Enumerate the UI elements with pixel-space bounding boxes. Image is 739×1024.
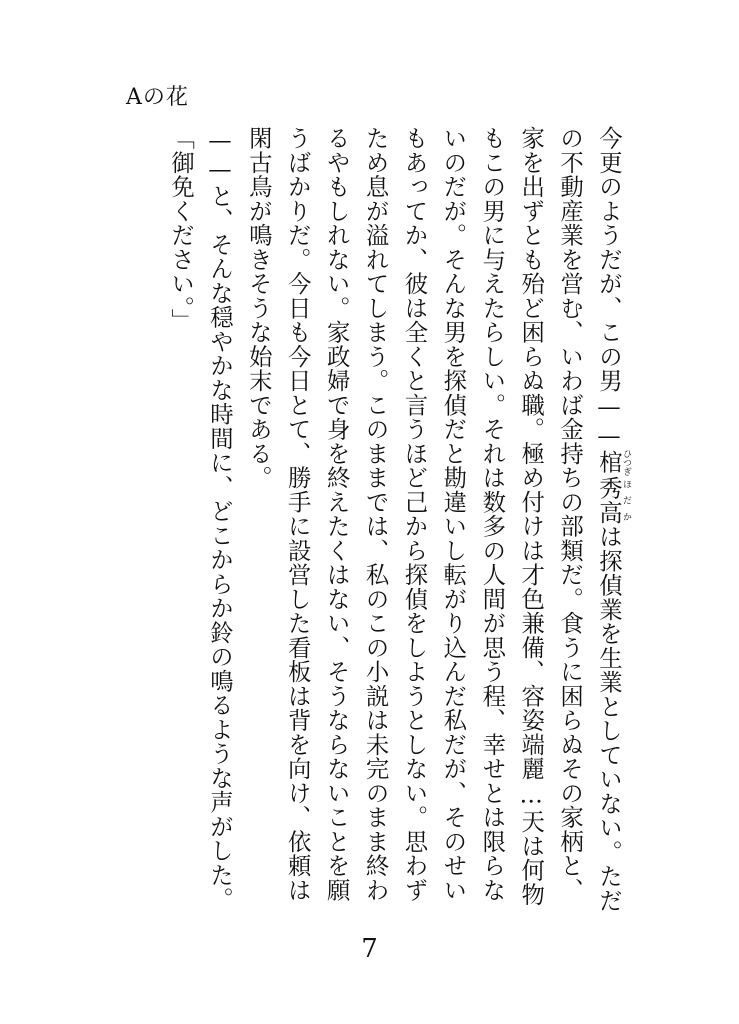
ruby-hitsugi <box>595 449 631 477</box>
paragraph-2: ——と、そんな穏やかな時間に、どこからか鈴の鳴るような声がした。 <box>205 126 234 912</box>
paragraph-1-before: 今更のようだが、この男—— <box>595 126 623 451</box>
ruby-reading-hodaka: ほだか <box>621 476 631 525</box>
ruby-base-hodaka: 秀高 <box>595 476 623 525</box>
ruby-reading-hitsugi: ひつぎ <box>621 449 631 477</box>
ruby-hodaka <box>595 476 631 525</box>
body-text <box>161 126 631 926</box>
ruby-base-hitsugi: 棺 <box>595 449 623 477</box>
running-head: Aの花 <box>126 85 189 110</box>
paragraph-1-after: は探偵業を生業としていない。ただの不動産業を営む、いわば金持ちの部類だ。食うに困らぬその家柄と、家を出ずとも殆ど困らぬ職。極め付けは才色兼備、容姿端麗…天は何物もこの男に与えたらしい。それは数多の人間が思う程、幸せとは限らないのだが。そんな男を探偵だと勘違いし転がり込んだ私だが、そのせいもあってか、彼は全くと言うほど己から探偵をしようとしない。思わずため息が溢れてしまう。このままでは、私のこの小説は未完のまま終わるやもしれない。家政婦で身を終えたくはない、そうならないことを願うばかりだ。今日も今日とて、勝手に設営した看板は背を向け、依頼は閑古鳥が鳴きそうな始末である。 <box>244 126 623 913</box>
paragraph-1 <box>239 126 631 926</box>
dialog-line: 「御免ください。」 <box>167 126 196 333</box>
page-number: 7 <box>361 934 378 964</box>
